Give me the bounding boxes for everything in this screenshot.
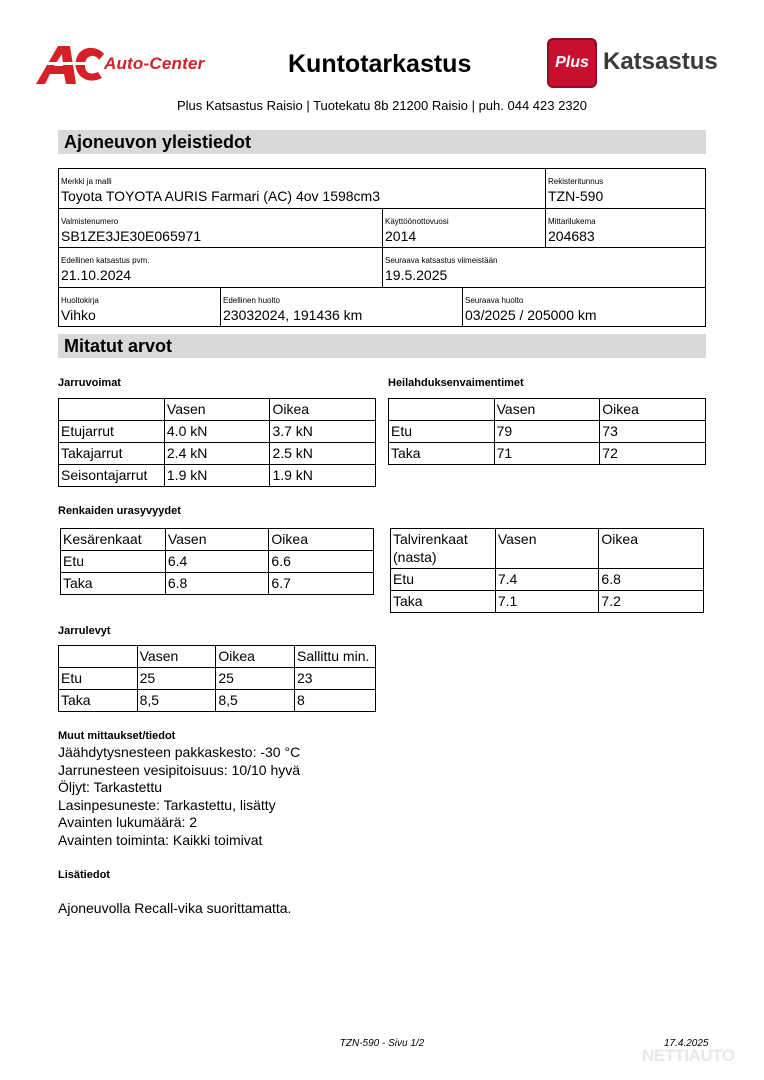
list-item: Avainten lukumäärä: 2 (58, 814, 198, 830)
table-row: Etujarrut 4.0 kN 3.7 kN (59, 421, 376, 443)
next-service-cell: Seuraava huolto 03/2025 / 205000 km (463, 288, 706, 328)
table-header-row: Vasen Oikea (59, 399, 376, 421)
brakes-table (58, 398, 376, 487)
table-row: Taka 8,5 8,5 8 (59, 690, 376, 712)
winter-tyres-table (390, 528, 704, 613)
last-inspection-value: 21.10.2024 (61, 267, 132, 283)
section-general-title: Ajoneuvon yleistiedot (58, 130, 706, 154)
misc-heading: Muut mittaukset/tiedot (58, 730, 176, 742)
odometer-cell: Mittarilukema 204683 (546, 209, 706, 249)
ac-logo-icon (36, 44, 106, 86)
contact-line: Plus Katsastus Raisio | Tuotekatu 8b 21200 Raisio | puh. 044 423 2320 (176, 98, 588, 113)
first-use-value: 2014 (385, 227, 417, 244)
service-book-value: Vihko (61, 306, 96, 323)
table-row: Etu 6.4 6.6 (61, 551, 374, 573)
list-item: Jarrunesteen vesipitoisuus: 10/10 hyvä (58, 761, 301, 778)
plus-katsastus-logo (547, 38, 727, 88)
next-inspection-cell: Seuraava katsastus viimeistään 19.5.2025 (383, 248, 706, 288)
table-header-row: Kesärenkaat Vasen Oikea (61, 529, 374, 551)
list-item: Avainten toiminta: Kaikki toimivat (58, 831, 263, 848)
list-item: Öljyt: Tarkastettu (58, 779, 163, 795)
registration-value: TZN-590 (548, 188, 604, 204)
brakes-heading: Jarruvoimat (58, 377, 121, 389)
plus-badge-icon: Plus (547, 38, 597, 88)
tyres-heading: Renkaiden urasyvyydet (58, 505, 181, 517)
document-title: Kuntotarkastus (288, 50, 472, 78)
table-row: Taka 6.8 6.7 (61, 573, 374, 595)
auto-center-logo (36, 44, 226, 86)
shocks-table (388, 398, 706, 465)
extra-text: Ajoneuvolla Recall-vika suorittamatta. (58, 900, 292, 916)
discs-table (58, 645, 376, 712)
discs-heading: Jarrulevyt (58, 625, 111, 637)
first-use-cell: Käyttöönottovuosi 2014 (383, 209, 546, 249)
make-model-cell: Merkki ja malli Toyota TOYOTA AURIS Farmari (AC) 4ov 1598cm3 (59, 169, 546, 209)
vin-cell: Valmistenumero SB1ZE3JE30E065971 (59, 209, 383, 249)
last-inspection-cell: Edellinen katsastus pvm. 21.10.2024 (59, 248, 383, 288)
vehicle-info-grid (58, 168, 706, 327)
table-row: Seisontajarrut 1.9 kN 1.9 kN (59, 465, 376, 487)
service-book-cell: Huoltokirja Vihko (59, 288, 221, 328)
table-header-row: Vasen Oikea (389, 399, 706, 421)
extra-heading: Lisätiedot (58, 869, 110, 881)
odometer-value: 204683 (548, 227, 595, 244)
next-service-value: 03/2025 / 205000 km (465, 306, 597, 323)
nettiauto-watermark: NETTIAUTO (642, 1046, 735, 1065)
list-item: Jäähdytysnesteen pakkaskesto: -30 °C (58, 744, 301, 760)
footer-date: 17.4.2025 (664, 1038, 709, 1049)
table-row: Etu 7.4 6.8 (391, 569, 704, 591)
previous-service-value: 23032024, 191436 km (223, 306, 363, 323)
section-measured-title: Mitatut arvot (58, 334, 706, 358)
misc-list (58, 744, 300, 849)
auto-center-text: Auto-Center (104, 54, 205, 73)
make-model-value: Toyota TOYOTA AURIS Farmari (AC) 4ov 1598cm3 (61, 188, 380, 204)
table-header-row: Talvirenkaat (nasta) Vasen Oikea (391, 529, 704, 569)
table-header-row: Vasen Oikea Sallittu min. (59, 646, 376, 668)
registration-cell: Rekisteritunnus TZN-590 (546, 169, 706, 209)
table-row: Takajarrut 2.4 kN 2.5 kN (59, 443, 376, 465)
vin-value: SB1ZE3JE30E065971 (61, 227, 202, 244)
list-item: Lasinpesuneste: Tarkastettu, lisätty (58, 796, 276, 813)
next-inspection-value: 19.5.2025 (385, 267, 448, 283)
katsastus-text: Katsastus (603, 48, 718, 75)
previous-service-cell: Edellinen huolto 23032024, 191436 km (221, 288, 463, 328)
table-row: Taka 7.1 7.2 (391, 591, 704, 613)
shocks-heading: Heilahduksenvaimentimet (388, 377, 524, 389)
table-row: Taka 71 72 (389, 443, 706, 465)
table-row: Etu 25 25 23 (59, 668, 376, 690)
page-number: TZN-590 - Sivu 1/2 (339, 1038, 425, 1049)
summer-tyres-table (60, 528, 374, 595)
table-row: Etu 79 73 (389, 421, 706, 443)
